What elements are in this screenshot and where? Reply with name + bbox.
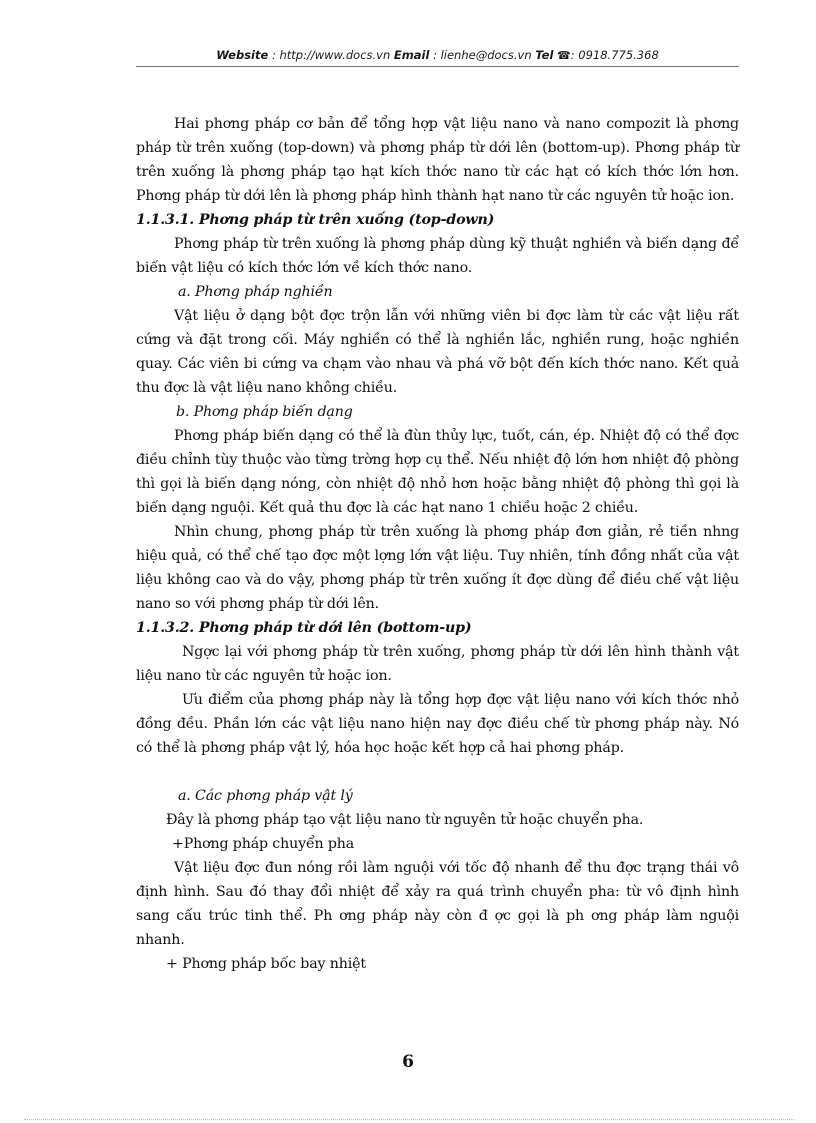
section-heading-bottom-up: 1.1.3.2. Phơng pháp từ dới lên (bottom-up) [136, 620, 472, 636]
paragraph-top-down-definition: Phơng pháp từ trên xuống là phơng pháp dùng kỹ thuật nghiền và biến dạng để biến vật liệu có kích thớc lớn về kích thớc nano. [136, 236, 739, 276]
website-label: Website [216, 48, 269, 62]
header-divider [136, 66, 739, 67]
email-label: Email [393, 48, 430, 62]
paragraph-bottom-up-definition: Ngợc lại với phơng pháp từ trên xuống, phơng pháp từ dới lên hình thành vật liệu nano từ các nguyên tử hoặc ion. [136, 644, 739, 684]
tel-number: : 0918.775.368 [570, 48, 659, 62]
paragraph-deformation: Phơng pháp biến dạng có thể là đùn thủy lực, tuốt, cán, ép. Nhiệt độ có thể đợc điều chỉnh tùy thuộc vào từng trờng hợp cụ thể. Nếu nhiệt độ lớn hơn nhiệt độ phòng thì gọi là biến dạng nóng, còn nhiệt độ nhỏ hơn hoặc bằng nhiệt độ phòng thì gọi là biến dạng nguội. Kết quả thu đợc là các hạt nano 1 chiều hoặc 2 chiều. [136, 428, 739, 516]
paragraph-advantages: Ưu điểm của phơng pháp này là tổng hợp đợc vật liệu nano với kích thớc nhỏ đồng đều. Phần lớn các vật liệu nano hiện nay đợc điều chế từ phơng pháp này. Nó có thể là phơng pháp vật lý, hóa học hoặc kết hợp cả hai phơng pháp. [136, 692, 739, 756]
section-heading-top-down: 1.1.3.1. Phơng pháp từ trên xuống (top-down) [136, 212, 495, 228]
phone-icon: ☎ [557, 49, 571, 62]
tel-label: Tel [535, 48, 554, 62]
paragraph-intro: Hai phơng pháp cơ bản để tổng hợp vật liệu nano và nano compozit là phơng pháp từ trên xuống (top-down) và phơng pháp từ dới lên (bottom-up). Phơng pháp từ trên xuống là phơng pháp tạo hạt kích thớc nano từ các hạt có kích thớc lớn hơn. Phơng pháp từ dới lên là phơng pháp hình thành hạt nano từ các nguyên tử hoặc ion. [136, 116, 739, 204]
paragraph-summary: Nhìn chung, phơng pháp từ trên xuống là phơng pháp đơn giản, rẻ tiền nhng hiệu quả, có thể chế tạo đợc một lợng lớn vật liệu. Tuy nhiên, tính đồng nhất của vật liệu không cao và do vậy, phơng pháp từ trên xuống ít đợc dùng để điều chế vật liệu nano so với phơng pháp từ dới lên. [136, 524, 739, 612]
paragraph-grinding: Vật liệu ở dạng bột đợc trộn lẫn với những viên bi đợc làm từ các vật liệu rất cứng và đặt trong cối. Máy nghiền có thể là nghiền lắc, nghiền rung, hoặc nghiền quay. Các viên bi cứng va chạm vào nhau và phá vỡ bột đến kích thớc nano. Kết quả thu đợc là vật liệu nano không chiều. [136, 308, 739, 396]
document-body [136, 112, 739, 976]
paragraph-physical-methods: Đây là phơng pháp tạo vật liệu nano từ nguyên tử hoặc chuyển pha. [166, 812, 644, 828]
subheading-physical-methods: a. Các phơng pháp vật lý [178, 788, 353, 804]
spacer [136, 760, 739, 784]
paragraph-phase-transition: Vật liệu đợc đun nóng rồi làm nguội với tốc độ nhanh để thu đợc trạng thái vô định hình. Sau đó thay đổi nhiệt để xảy ra quá trình chuyển pha: từ vô định hình sang cấu trúc tinh thể. Ph ơng pháp này còn đ ợc gọi là ph ơng pháp làm nguội nhanh. [136, 860, 739, 948]
subheading-deformation: b. Phơng pháp biến dạng [176, 404, 353, 420]
page-header [136, 48, 739, 62]
page-number: 6 [402, 1052, 414, 1072]
list-item-phase-transition: +Phơng pháp chuyển pha [172, 836, 355, 852]
website-url[interactable]: : http://www.docs.vn [271, 48, 391, 62]
email-address[interactable]: : lienhe@docs.vn [433, 48, 532, 62]
list-item-thermal-evaporation: + Phơng pháp bốc bay nhiệt [166, 956, 366, 972]
page-bottom-border [24, 1119, 794, 1120]
subheading-grinding: a. Phơng pháp nghiền [178, 284, 333, 300]
